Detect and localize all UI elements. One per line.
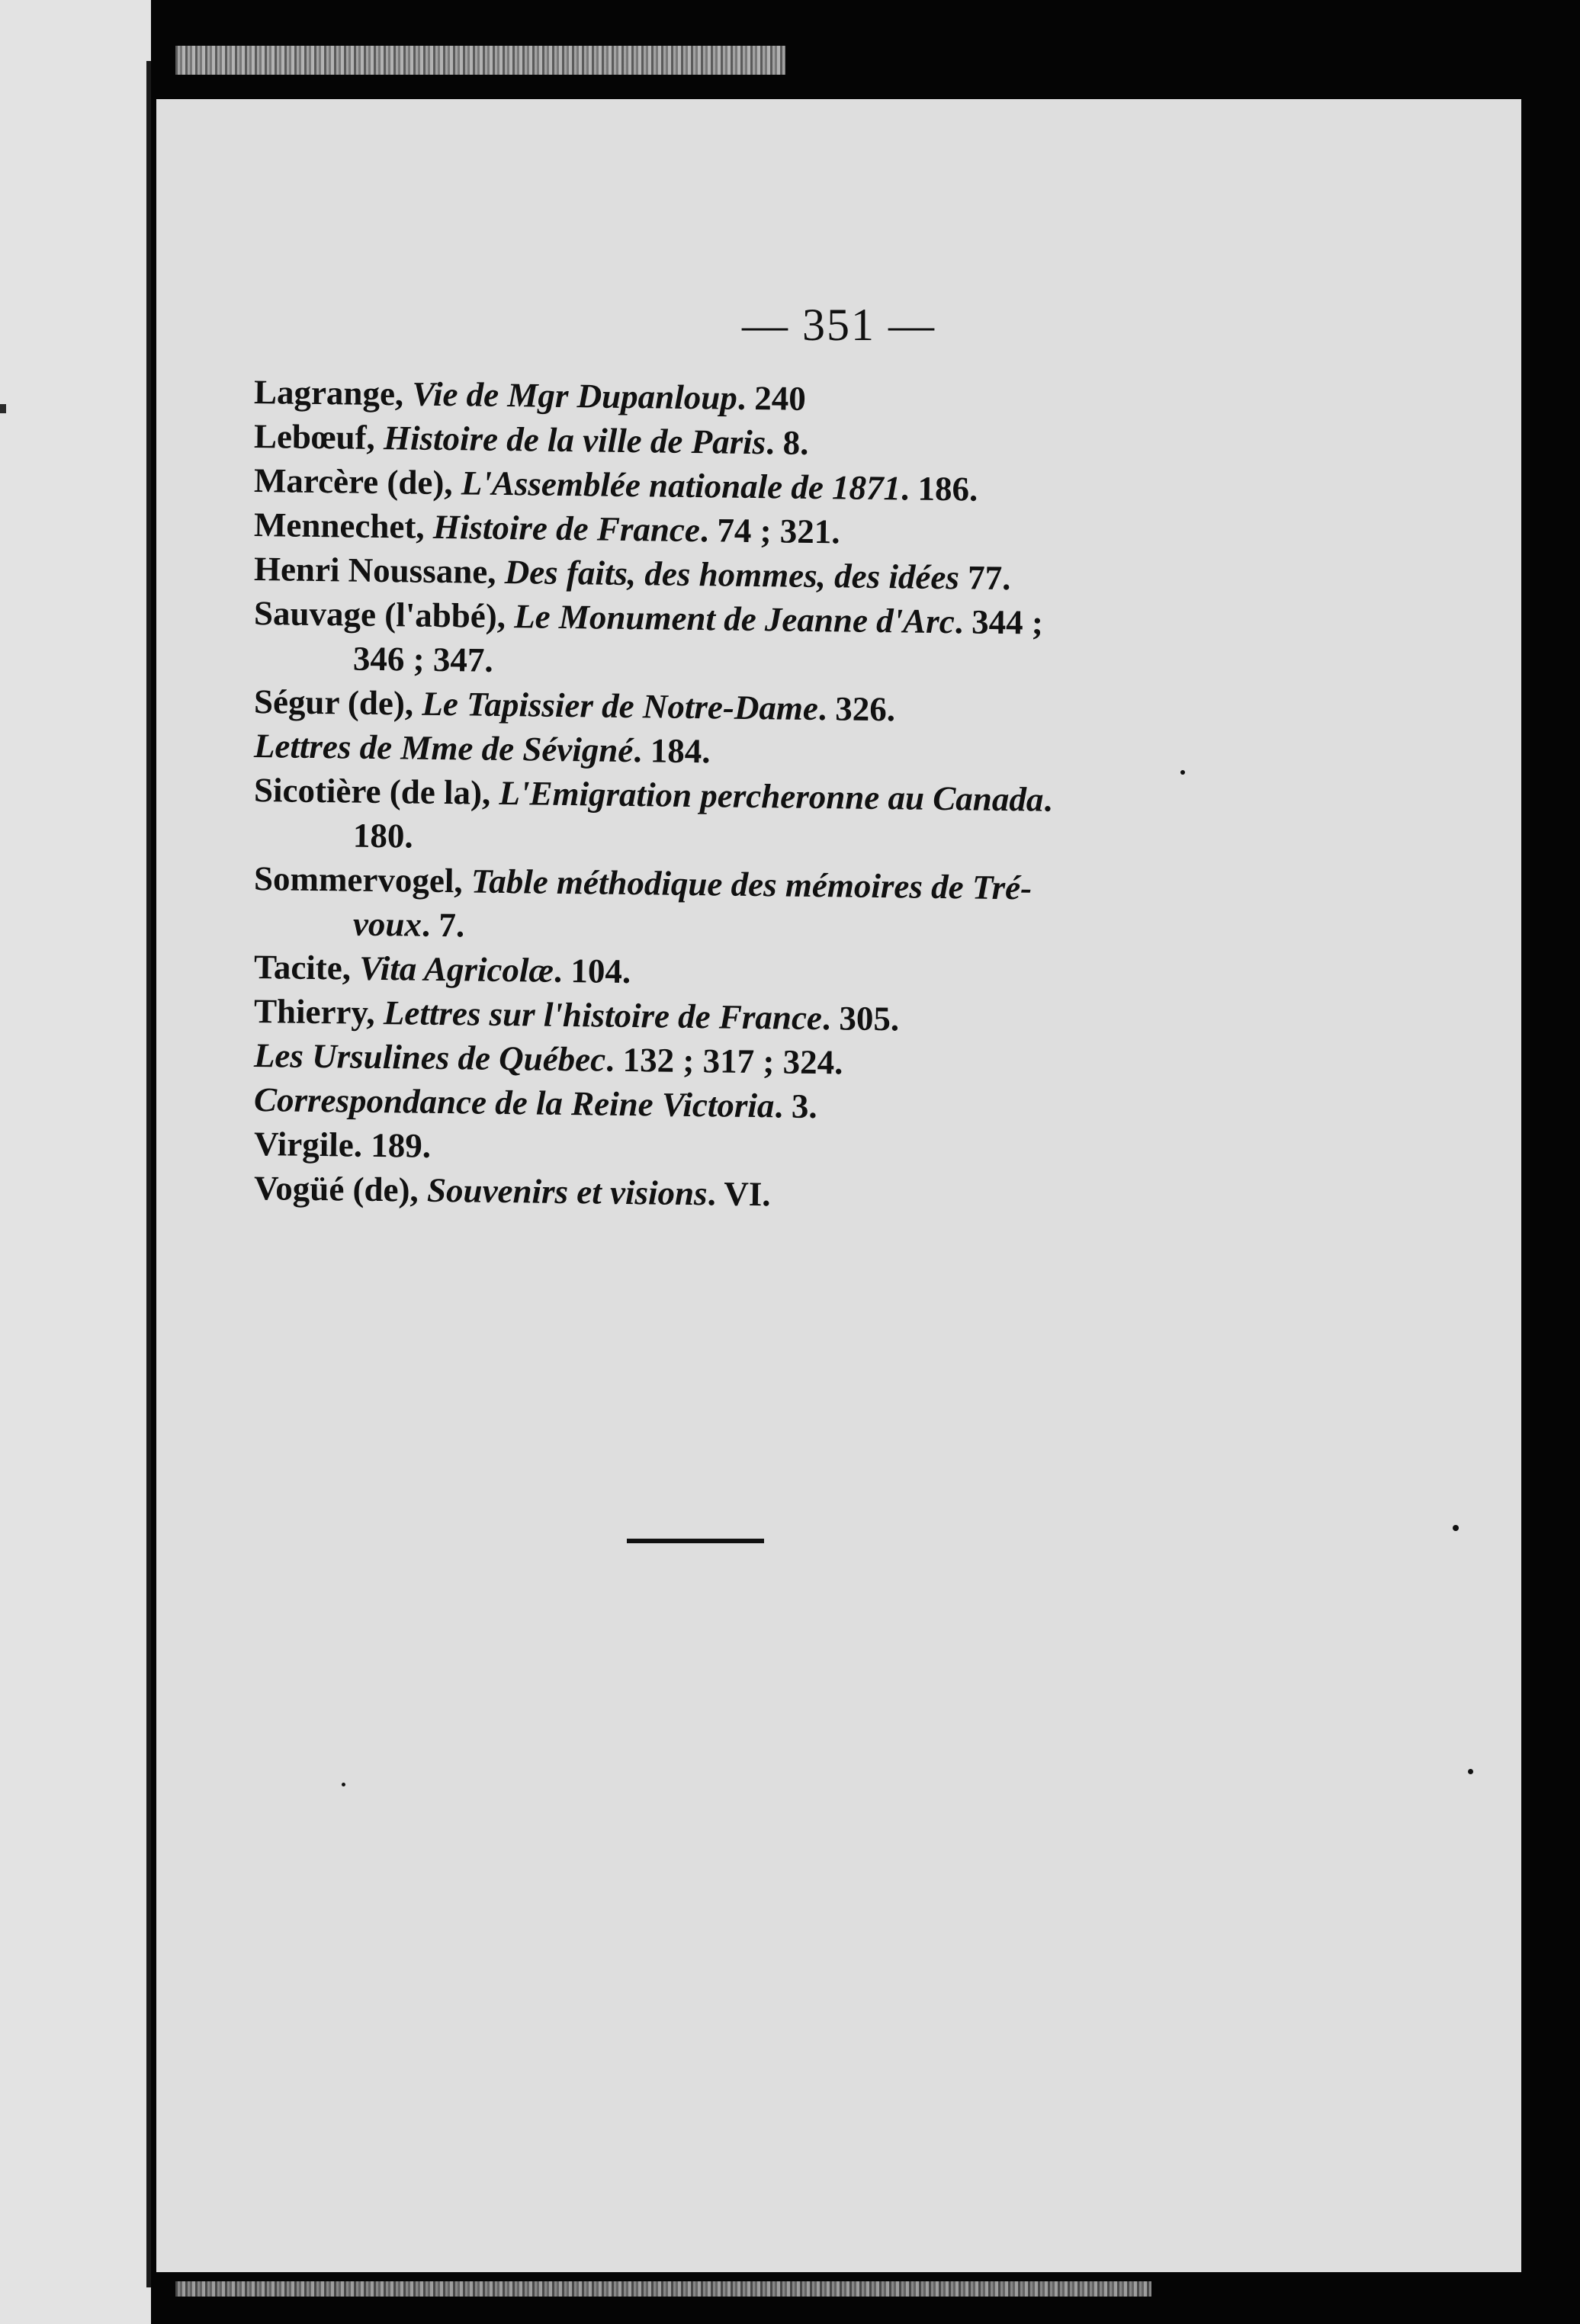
- facing-page-edge: [0, 0, 151, 2324]
- entry-author: Ségur (de),: [253, 682, 422, 723]
- entry-title: Histoire de la ville de Paris: [383, 419, 766, 462]
- end-rule: [627, 1539, 764, 1543]
- entry-author: Vogüé (de),: [253, 1169, 428, 1209]
- entry-pages: . 132 ; 317 ; 324.: [605, 1040, 843, 1082]
- entry-pages: . 74 ; 321.: [699, 511, 840, 551]
- entry-title: Le Tapissier de Notre-Dame: [422, 684, 819, 728]
- entry-author: Virgile: [253, 1125, 355, 1164]
- entry-title: Souvenirs et visions: [426, 1170, 708, 1213]
- entry-pages: .: [1043, 780, 1052, 819]
- entry-author: Thierry,: [253, 992, 384, 1032]
- entry-pages: . VI.: [707, 1174, 771, 1214]
- scan-speck: [1468, 1769, 1473, 1774]
- entry-author: Sicotière (de la),: [253, 771, 499, 812]
- entry-title: voux: [352, 904, 422, 944]
- entry-pages: . 305.: [821, 999, 900, 1038]
- page-top-edge: [175, 46, 785, 75]
- entry-pages: . 8.: [765, 423, 809, 462]
- entry-title: Vita Agricolæ: [359, 949, 554, 990]
- entry-pages: . 344 ;: [954, 602, 1044, 642]
- entry-author: Lebœuf,: [253, 417, 384, 457]
- page-number: — 351 —: [742, 300, 936, 350]
- entry-pages: . 3.: [774, 1087, 818, 1126]
- entry-title: Vie de Mgr Dupanloup: [412, 374, 738, 417]
- entry-pages: 77.: [959, 558, 1011, 598]
- entry-author: Henri Noussane,: [253, 550, 506, 592]
- entry-pages: . 184.: [633, 731, 711, 771]
- entry-pages: . 186.: [900, 469, 978, 509]
- entry-title: Table méthodique des mémoires de Tré-: [470, 862, 1032, 907]
- entry-author: Tacite,: [253, 948, 360, 987]
- entry-author: Mennechet,: [253, 506, 434, 546]
- entry-title: Lettres de Mme de Sévigné: [253, 727, 634, 770]
- entry-pages: . 7.: [421, 905, 465, 945]
- entry-title: L'Emigration percheronne au Canada: [499, 773, 1044, 819]
- page-bottom-edge: [175, 2281, 1151, 2297]
- entry-pages: 346 ; 347.: [352, 639, 494, 679]
- bibliography-list: [253, 370, 1344, 1214]
- entry-pages: 180.: [352, 816, 414, 855]
- entry-title: Les Ursulines de Québec: [253, 1036, 606, 1079]
- entry-pages: . 326.: [817, 689, 896, 729]
- entry-pages: . 240: [737, 378, 807, 418]
- entry-title: Des faits, des hommes, des idées: [504, 553, 960, 597]
- entry-title: Lettres sur l'histoire de France: [383, 993, 823, 1038]
- scan-speck: [1453, 1525, 1459, 1531]
- entry-author: Lagrange,: [253, 373, 413, 413]
- scan-speck: [1180, 770, 1185, 775]
- entry-author: Sommervogel,: [253, 859, 472, 900]
- entry-title: Le Monument de Jeanne d'Arc: [513, 597, 955, 641]
- entry-title: L'Assemblée nationale de 1871: [461, 464, 901, 508]
- entry-author: Sauvage (l'abbé),: [253, 594, 515, 636]
- gutter-line: [146, 61, 151, 2287]
- book-page: [156, 99, 1521, 2272]
- scan-speck: [342, 1783, 345, 1786]
- entry-pages: . 104.: [553, 951, 631, 991]
- entry-title: Histoire de France: [432, 507, 701, 550]
- entry-author: Marcère (de),: [253, 461, 462, 502]
- entry-title: Correspondance de la Reine Victoria: [253, 1080, 775, 1125]
- scan-mark: [0, 404, 6, 413]
- entry-pages: . 189.: [353, 1125, 432, 1165]
